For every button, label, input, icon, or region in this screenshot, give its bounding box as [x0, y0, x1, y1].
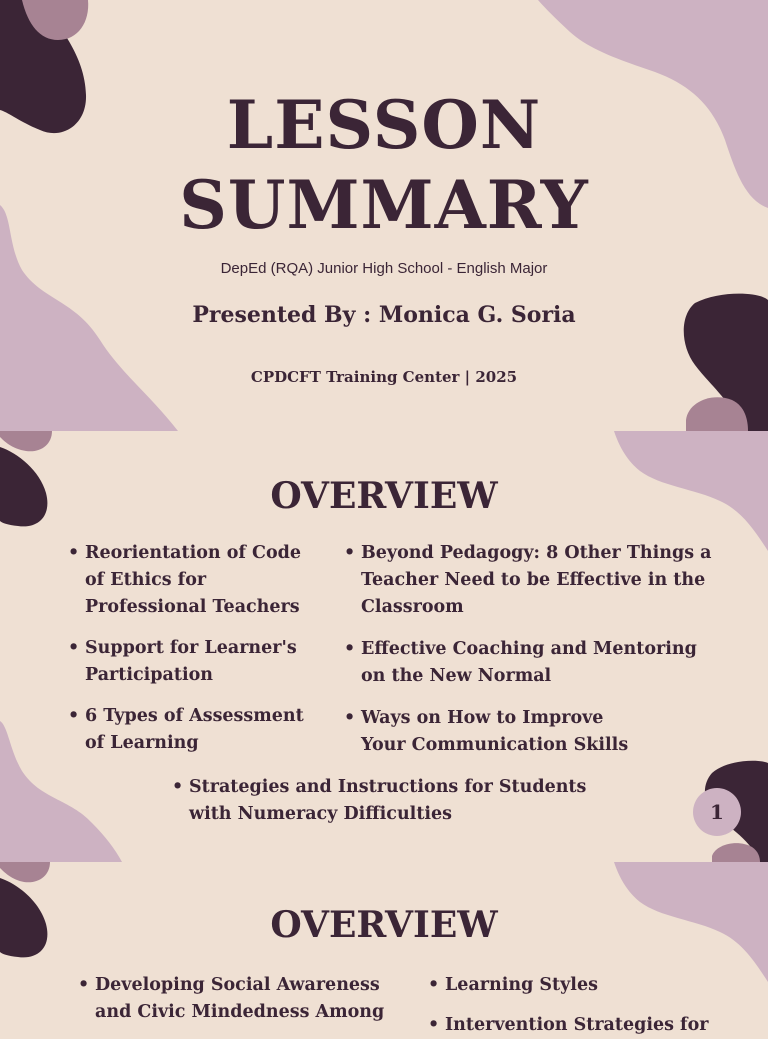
title-line-1: LESSON — [226, 86, 542, 164]
list-item: • Effective Coaching and Mentoring on the New Normal — [344, 636, 721, 690]
list-item: • 6 Types of Assessment of Learning — [68, 703, 317, 757]
list-item: • Ways on How to Improve Your Communication Skills — [344, 705, 651, 759]
organization-line: CPDCFT Training Center | 2025 — [250, 368, 518, 386]
top-left-mauve-blob — [0, 431, 52, 451]
list-item: • Beyond Pedagogy: 8 Other Things a Teacher Need to be Effective in the Classroom — [344, 540, 721, 621]
list-item: • Support for Learner's Participation — [68, 635, 317, 689]
overview-title: OVERVIEW — [270, 904, 498, 946]
page-number-badge: 1 — [693, 788, 741, 836]
title-slide — [0, 0, 768, 431]
list-item: • Strategies and Instructions for Students with Numeracy Difficulties — [172, 774, 589, 828]
list-item: • Developing Social Awareness and Civic Mindedness Among — [78, 972, 415, 1026]
list-item: • Learning Styles — [428, 972, 745, 999]
title-line-2: SUMMARY — [179, 166, 589, 244]
overview-slide-2 — [0, 862, 768, 1035]
overview-title: OVERVIEW — [270, 475, 498, 517]
list-item: • Intervention Strategies for — [428, 1012, 745, 1039]
list-item: • Reorientation of Code of Ethics for Professional Teachers — [68, 540, 317, 621]
subtitle: DepEd (RQA) Junior High School - English Major — [220, 260, 548, 277]
top-left-mauve-blob — [0, 862, 50, 882]
presenter-line: Presented By : Monica G. Soria — [192, 302, 576, 328]
overview-slide-1 — [0, 431, 768, 862]
